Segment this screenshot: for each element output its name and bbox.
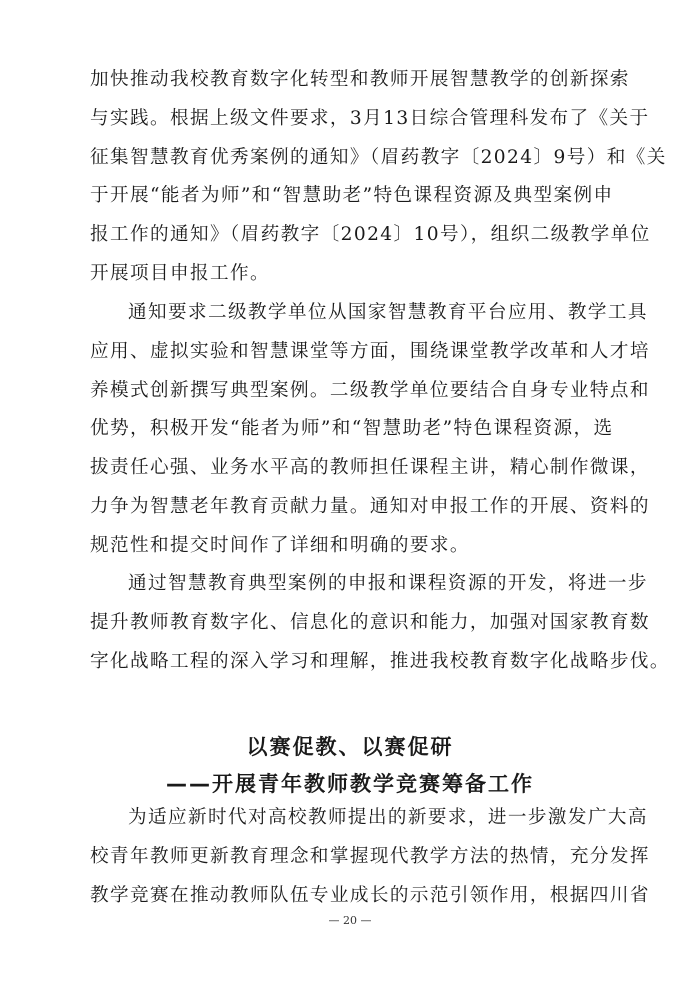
paragraph-3 <box>90 565 670 681</box>
text-line: 教学竞赛在推动教师队伍专业成长的示范引领作用，根据四川省 <box>90 884 650 906</box>
text-line: 为适应新时代对高校教师提出的新要求，进一步激发广大高 <box>128 807 648 828</box>
text-line: 提升教师教育数字化、信息化的意识和能力，加强对国家教育数 <box>90 611 650 633</box>
text-line: 养模式创新撰写典型案例。二级教学单位要结合自身专业特点和 <box>90 379 650 401</box>
text-line: 与实践。根据上级文件要求，3月13日综合管理科发布了《关于 <box>90 107 650 129</box>
text-line: 通知要求二级教学单位从国家智慧教育平台应用、教学工具 <box>128 302 648 323</box>
section-subtitle: ——开展青年教师教学竞赛筹备工作 <box>166 772 534 796</box>
text-line: 报工作的通知》（眉药教字〔2024〕10号），组织二级教学单位 <box>90 224 651 246</box>
text-line: 优势，积极开发“能者为师”和“智慧助老”特色课程资源，选 <box>90 418 614 440</box>
text-line: 拔责任心强、业务水平高的教师担任课程主讲，精心制作微课， <box>90 457 650 479</box>
text-line: 通过智慧教育典型案例的申报和课程资源的开发，将进一步 <box>128 573 648 594</box>
text-line: 征集智慧教育优秀案例的通知》（眉药教字〔2024〕9号）和《关 <box>90 146 667 168</box>
text-line: 校青年教师更新教育理念和掌握现代教学方法的热情，充分发挥 <box>90 845 650 867</box>
paragraph-4 <box>90 799 650 915</box>
text-line: 加快推动我校教育数字化转型和教师开展智慧教学的创新探索 <box>90 69 630 90</box>
text-line: 于开展“能者为师”和“智慧助老”特色课程资源及典型案例申 <box>90 185 614 207</box>
paragraph-1 <box>90 61 667 294</box>
text-line: 力争为智慧老年教育贡献力量。通知对申报工作的开展、资料的 <box>90 495 650 517</box>
text-line: 应用、虚拟实验和智慧课堂等方面，围绕课堂教学改革和人才培 <box>90 340 650 362</box>
text-line: 字化战略工程的深入学习和理解，推进我校教育数字化战略步伐。 <box>90 650 670 672</box>
paragraph-2 <box>90 294 650 566</box>
section-title: 以赛促教、以赛促研 <box>246 735 454 759</box>
text-line: 规范性和提交时间作了详细和明确的要求。 <box>90 534 470 556</box>
text-line: 开展项目申报工作。 <box>90 262 270 284</box>
page-number: — 20 — <box>328 914 372 927</box>
